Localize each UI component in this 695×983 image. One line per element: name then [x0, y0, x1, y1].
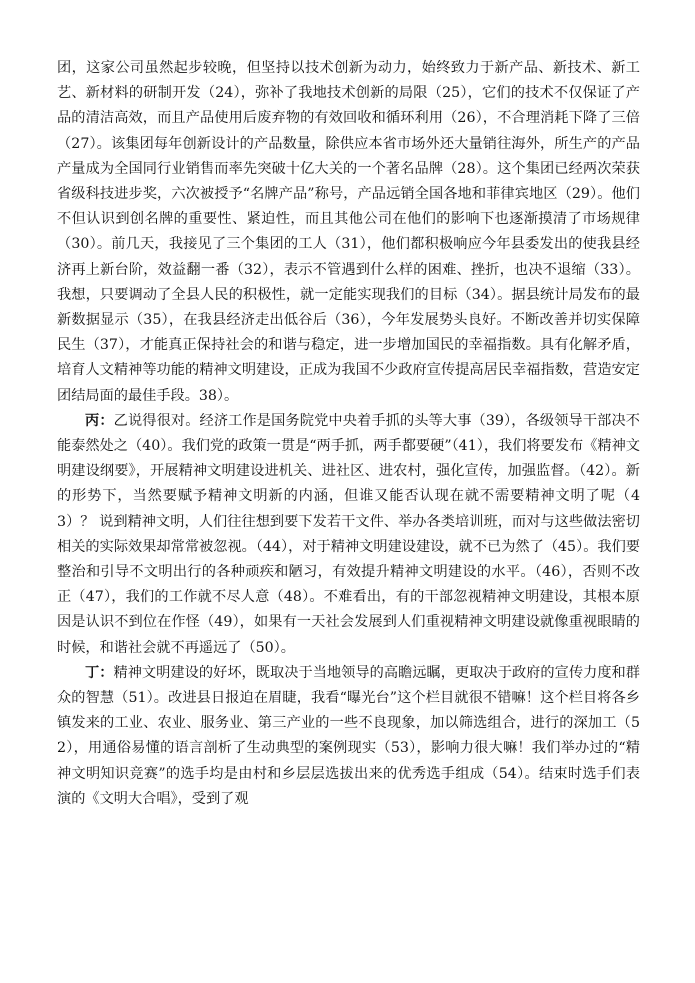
- paragraph-continued-speech: [57, 56, 640, 409]
- speaker-label: 丁：: [85, 664, 114, 681]
- paragraph-text: 精神文明建设的好坏，既取决于当地领导的高瞻远瞩，更取决于政府的宣传力度和群众的智慧（51）。改进县日报迫在眉睫，我看“曝光台”这个栏目就很不错嘛！这个栏目将各乡镇发来的工业、农业、服务业、第三产业的一些不良现象，加以筛选组合，进行的深加工（52），用通俗易懂的语言剖析了生动典型的案例现实（53），影响力很大嘛！我们举办过的“精神文明知识竞赛”的选手均是由村和乡层层选拔出来的优秀选手组成（54）。结束时选手们表演的《文明大合唱》，受到了观: [57, 664, 640, 807]
- paragraph-text: 乙说得很对。经济工作是国务院党中央着手抓的头等大事（39），各级领导干部决不能泰然处之（40）。我们党的政策一贯是“两手抓，两手都要硬”（41），我们将要发布《精神文明建设纲要》，开展精神文明建设进机关、进社区、进农村，强化宣传，加强监督。（42）。新的形势下，当然要赋予精神文明新的内涵，但谁又能否认现在就不需要精神文明了呢（43）？ 说到精神文明，人们往往想到要下发若干文件、举办各类培训班，而对与这些做法密切相关的实际效果却常常被忽视。（44），对于精神文明建设建设，就不已为然了（45）。我们要整治和引导不文明出行的各种顽疾和陋习，有效提升精神文明建设的水平。（46），否则不改正（47），我们的工作就不尽人意（48）。不难看出，有的干部忽视精神文明建设，其根本原因是认识不到位在作怪（49），如果有一天社会发展到人们重视精神文明建设就像重视眼睛的时候，和谐社会就不再遥远了（50）。: [57, 412, 640, 656]
- document-page: [57, 56, 640, 812]
- speaker-label: 丙：: [85, 412, 114, 429]
- paragraph-speaker-ding: [57, 661, 640, 812]
- paragraph-speaker-bing: [57, 409, 640, 661]
- paragraph-text: 团，这家公司虽然起步较晚，但坚持以技术创新为动力，始终致力于新产品、新技术、新工艺、新材料的研制开发（24），弥补了我地技术创新的局限（25），它们的技术不仅保证了产品的清洁高效，而且产品使用后废弃物的有效回收和循环利用（26），不合理消耗下降了三倍（27）。该集团每年创新设计的产品数量，除供应本省市场外还大量销往海外，所生产的产品产量成为全国同行业销售而率先突破十亿大关的一个著名品牌（28）。这个集团已经两次荣获省级科技进步奖，六次被授予“名牌产品”称号，产品远销全国各地和菲律宾地区（29）。他们不但认识到创名牌的重要性、紧迫性，而且其他公司在他们的影响下也逐渐摸清了市场规律（30）。前几天，我接见了三个集团的工人（31），他们都积极响应今年县委发出的使我县经济再上新台阶，效益翻一番（32），表示不管遇到什么样的困难、挫折，也决不退缩（33）。我想，只要调动了全县人民的积极性，就一定能实现我们的目标（34）。据县统计局发布的最新数据显示（35），在我县经济走出低谷后（36），今年发展势头良好。不断改善并切实保障民生（37），才能真正保持社会的和谐与稳定，进一步增加国民的幸福指数。具有化解矛盾，培育人文精神等功能的精神文明建设，正成为我国不少政府宣传提高居民幸福指数，营造安定团结局面的最佳手段。38）。: [57, 60, 640, 404]
